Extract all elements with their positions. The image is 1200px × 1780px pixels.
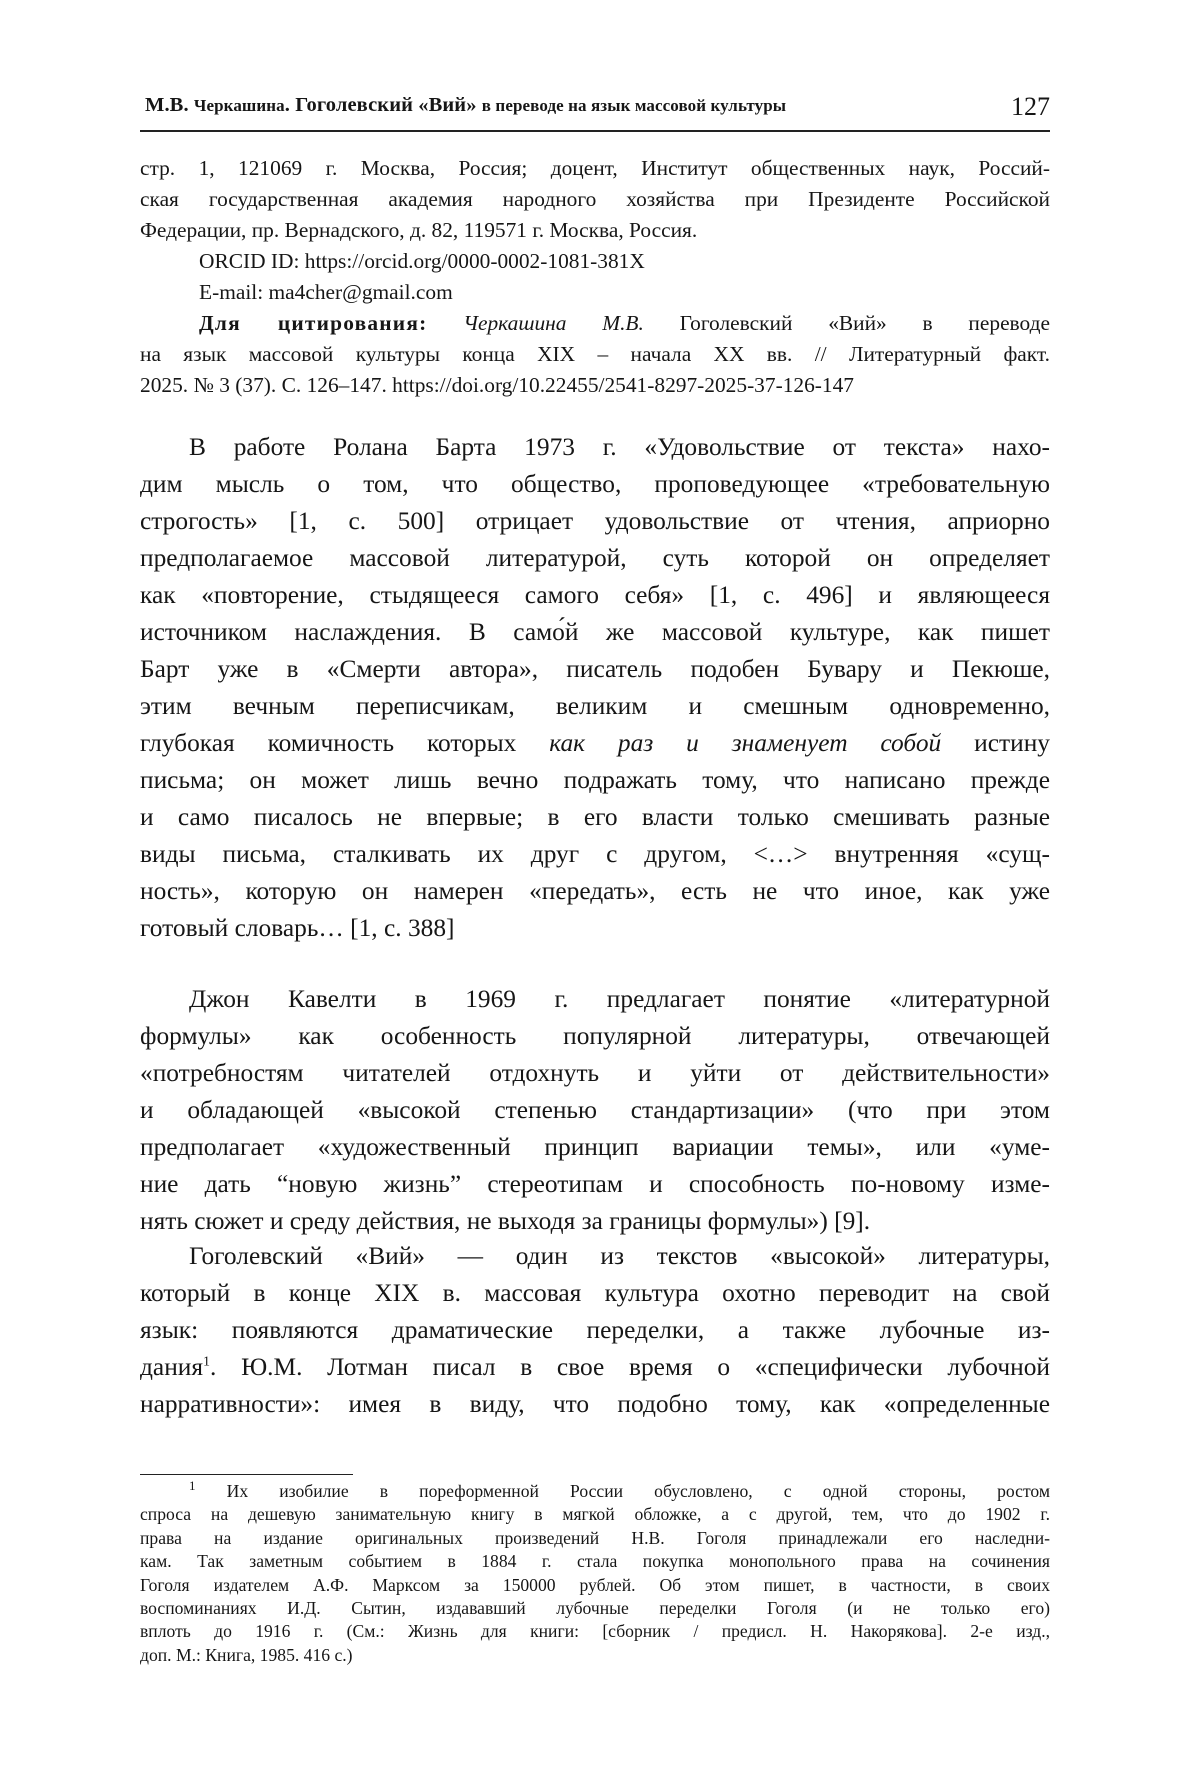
text-fragment: истину [941, 729, 1050, 757]
text-line: «потребностям читателей отдохнуть и уйти от действительности» [140, 1059, 1050, 1087]
affiliation-line: Федерации, пр. Вернадского, д. 82, 119571 г. Москва, Россия. [140, 218, 698, 242]
text-line: виды письма, сталкивать их друг с другом, <…> внутренняя «сущ- [140, 840, 1050, 868]
running-title [145, 94, 786, 117]
text-line: Джон Кавелти в 1969 г. предлагает понятие «литературной [189, 985, 1050, 1013]
text-line: который в конце XIX в. массовая культура охотно переводит на свой [140, 1279, 1050, 1307]
page-number: 127 [1011, 92, 1050, 121]
text-line: Гоголевский «Вий» — один из текстов «высокой» литературы, [189, 1242, 1050, 1270]
body-paragraph-cawelti [140, 981, 1050, 1240]
text-line: строгость» [1, с. 500] отрицает удовольствие от чтения, априорно [140, 507, 1050, 535]
text-line: готовый словарь… [1, с. 388] [140, 914, 455, 942]
text-line: формулы» как особенность популярной литературы, отвечающей [140, 1022, 1050, 1050]
text-line: и само писалось не впервые; в его власти только смешивать разные [140, 803, 1050, 831]
running-header [140, 84, 1050, 132]
text-line: предполагаемое массовой литературой, суть которой он определяет [140, 544, 1050, 572]
footnote-ref[interactable]: 1 [203, 1354, 211, 1370]
citation-line: на язык массовой культуры конца XIX – начала XX вв. // Литературный факт. [140, 342, 1050, 366]
running-title-work: . Гоголевский «Вий» [284, 94, 482, 116]
text-line: ние дать “новую жизнь” стереотипам и способность по-новому изме- [140, 1170, 1050, 1198]
text-fragment: глубокая комичность которых [140, 729, 550, 757]
text-line [140, 725, 1050, 762]
footnote-line: воспоминаниях И.Д. Сытин, издававший лубочные переделки Гоголя (и не только его) [140, 1598, 1050, 1619]
body-paragraph-viy [140, 1238, 1050, 1423]
footnote-separator [140, 1474, 353, 1475]
citation-author: Черкашина М.В. [463, 311, 644, 335]
footnote-line: спроса на дешевую занимательную книгу в мягкой обложке, а с другой, тем, что до 1902 г. [140, 1504, 1050, 1525]
affiliation-line: стр. 1, 121069 г. Москва, Россия; доцент, Институт общественных наук, Россий- [140, 156, 1050, 180]
text-line: и обладающей «высокой степенью стандартизации» (что при этом [140, 1096, 1050, 1124]
footnote-line: вплоть до 1916 г. (См.: Жизнь для книги: [сборник / предисл. Н. Накорякова]. 2-е изд., [140, 1621, 1050, 1642]
text-line: нарративности»: имея в виду, что подобно тому, как «определенные [140, 1390, 1050, 1418]
text-line: источником наслаждения. В само́й же массовой культуре, как пишет [140, 618, 1050, 646]
running-title-author: Черкашина [193, 96, 285, 115]
text-line: В работе Ролана Барта 1973 г. «Удовольствие от текста» нахо- [189, 433, 1050, 461]
text-fragment: дания [140, 1353, 204, 1381]
text-line: предполагает «художественный принцип вариации темы», или «уме- [140, 1133, 1050, 1161]
affiliation-line: ская государственная академия народного хозяйства при Президенте Российской [140, 187, 1050, 211]
text-fragment: . Ю.М. Лотман писал в свое время о «специфически лубочной [210, 1353, 1050, 1381]
footnote-line: доп. М.: Книга, 1985. 416 с.) [140, 1644, 353, 1665]
orcid-id[interactable]: ORCID ID: https://orcid.org/0000-0002-1081-381X [199, 249, 645, 273]
text-line: дим мысль о том, что общество, проповедующее «требовательную [140, 470, 1050, 498]
footnote-text: Их изобилие в пореформенной России обусловлено, с одной стороны, ростом [226, 1481, 1050, 1501]
author-affiliation-block [140, 153, 1050, 401]
footnote-line [140, 1480, 1050, 1503]
running-title-subtitle: в переводе на язык массовой культуры [481, 96, 787, 115]
citation-title: Гоголевский «Вий» в переводе [679, 311, 1050, 335]
footnote-line: Гоголя издателем А.Ф. Марксом за 150000 рублей. Об этом пишет, в частности, в своих [140, 1574, 1050, 1595]
italic-emphasis: как раз и знаменует собой [549, 729, 942, 757]
running-title-initials: М.В. [145, 94, 194, 116]
text-line: язык: появляются драматические переделки, а также лубочные из- [140, 1316, 1050, 1344]
body-paragraph-barthes [140, 429, 1050, 947]
footnote-marker: 1 [189, 1478, 196, 1494]
footnote [140, 1480, 1050, 1667]
footnote-line: кам. Так заметным событием в 1884 г. стала покупка монопольного права на сочинения [140, 1551, 1050, 1572]
text-line: нять сюжет и среду действия, не выходя за границы формулы») [9]. [140, 1207, 871, 1235]
citation-label: Для цитирования: [199, 311, 428, 335]
text-line: этим вечным переписчикам, великим и смешным одновременно, [140, 692, 1050, 720]
text-line: Барт уже в «Смерти автора», писатель подобен Бувару и Пекюше, [140, 655, 1050, 683]
text-line [140, 1349, 1050, 1386]
citation-doi[interactable]: 2025. № 3 (37). С. 126–147. https://doi.org/10.22455/2541-8297-2025-37-126-147 [140, 373, 854, 397]
text-line: ность», которую он намерен «передать», есть не что иное, как уже [140, 877, 1050, 905]
author-email[interactable]: E-mail: ma4cher@gmail.com [199, 280, 453, 304]
footnote-line: права на издание оригинальных произведений Н.В. Гоголя принадлежали его наследни- [140, 1527, 1050, 1548]
text-line: письма; он может лишь вечно подражать тому, что написано прежде [140, 766, 1050, 794]
text-line: как «повторение, стыдящееся самого себя» [1, с. 496] и являющееся [140, 581, 1050, 609]
citation-line [140, 308, 1050, 339]
